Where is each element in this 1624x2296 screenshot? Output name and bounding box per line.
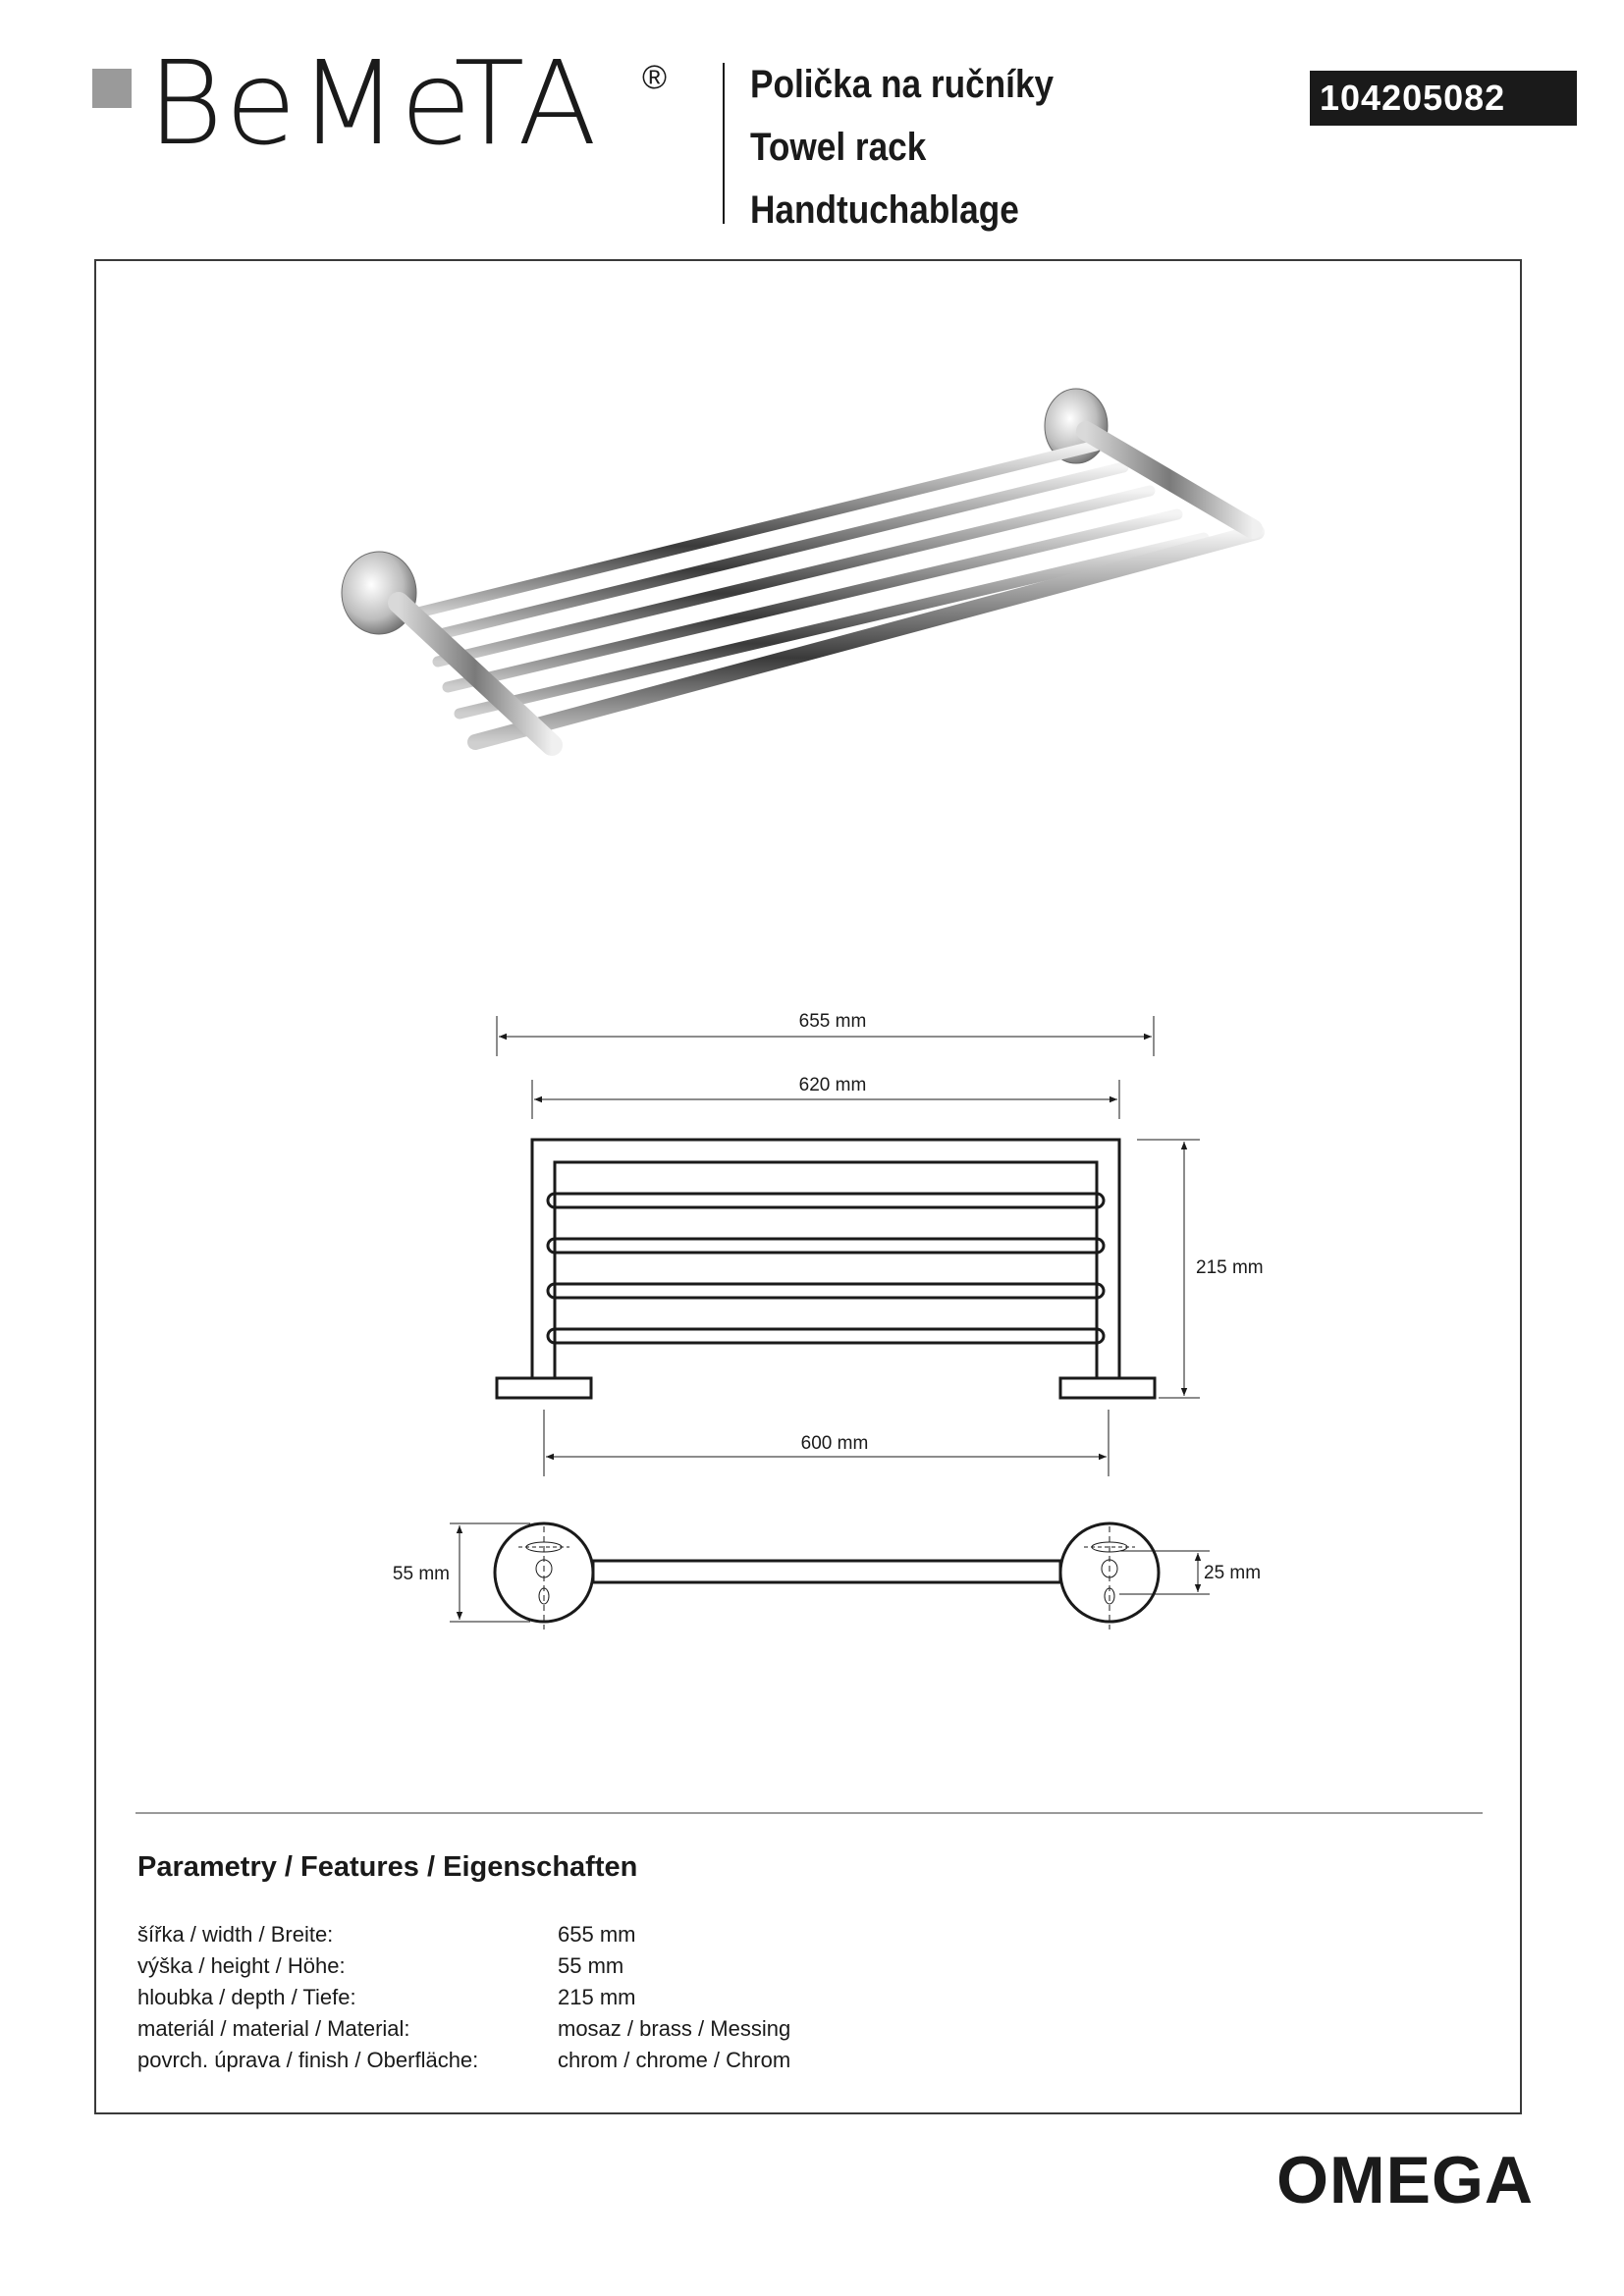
feature-label: výška / height / Höhe:	[137, 1953, 346, 1978]
dim-label-25: 25 mm	[1204, 1563, 1262, 1583]
dim-label-620: 620 mm	[798, 1075, 867, 1095]
product-code-badge: 104205082	[1310, 71, 1577, 126]
dim-label-600: 600 mm	[800, 1433, 869, 1454]
title-en: Towel rack	[750, 126, 927, 169]
dim-bar-width	[532, 1075, 1119, 1119]
front-view-drawing	[497, 1140, 1155, 1398]
dim-label-655: 655 mm	[798, 1011, 867, 1032]
dim-tube-height	[1119, 1551, 1261, 1594]
series-name: OMEGA	[1276, 2143, 1534, 2217]
feature-label: povrch. úprava / finish / Oberfläche:	[137, 2048, 479, 2072]
feature-value: mosaz / brass / Messing	[558, 2016, 791, 2041]
dim-label-55: 55 mm	[392, 1564, 450, 1584]
top-view-drawing	[495, 1523, 1159, 1629]
feature-value: chrom / chrome / Chrom	[558, 2048, 791, 2072]
feature-value: 655 mm	[558, 1922, 636, 1947]
dim-mount-spacing	[544, 1410, 1109, 1476]
registered-mark: ®	[642, 59, 668, 96]
dim-depth	[1137, 1140, 1264, 1398]
features-heading: Parametry / Features / Eigenschaften	[137, 1851, 638, 1883]
dim-label-215: 215 mm	[1196, 1257, 1264, 1278]
feature-label: hloubka / depth / Tiefe:	[137, 1985, 356, 2009]
title-de: Handtuchablage	[750, 188, 1019, 232]
dim-overall-width	[497, 1011, 1154, 1056]
title-cz: Polička na ručníky	[750, 63, 1055, 106]
logo-wordmark: BeMeTA	[147, 35, 599, 171]
feature-value: 55 mm	[558, 1953, 624, 1978]
feature-label: šířka / width / Breite:	[137, 1922, 334, 1947]
section-divider	[135, 1812, 1483, 1814]
feature-label: materiál / material / Material:	[137, 2016, 410, 2041]
feature-value: 215 mm	[558, 1985, 636, 2009]
